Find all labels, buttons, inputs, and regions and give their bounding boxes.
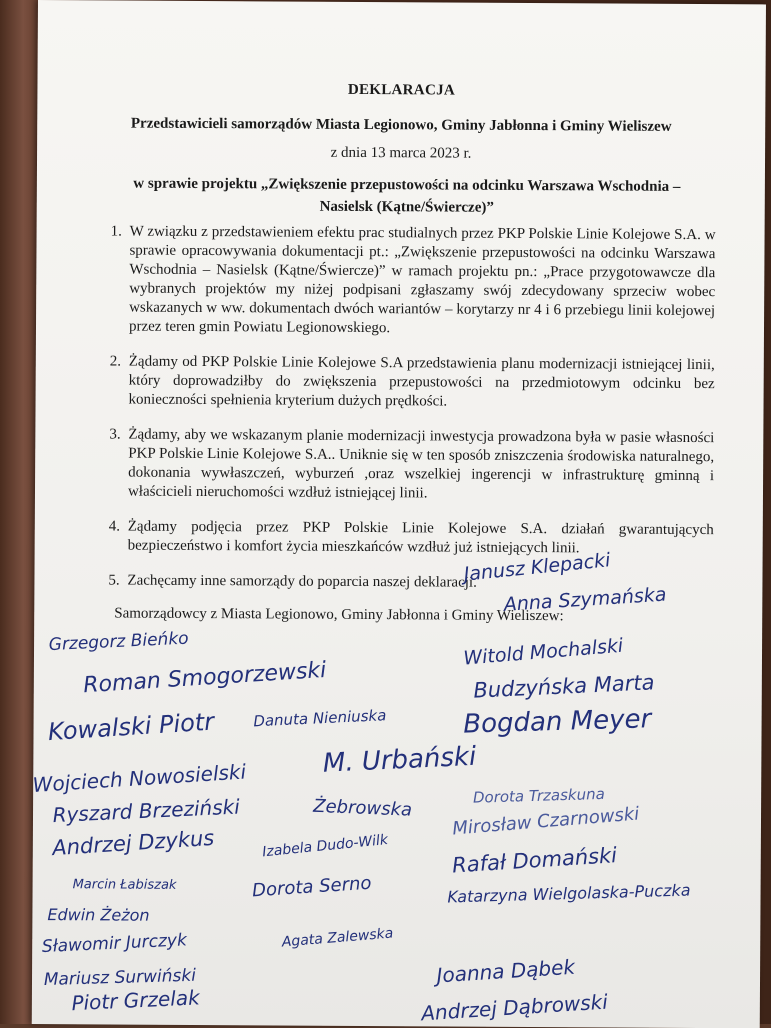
signature: Andrzej Dzykus xyxy=(51,825,215,861)
point-item: 5. Zachęcamy inne samorządy do poparcia naszej deklaracji. xyxy=(123,572,713,595)
signature: Marcin Łabiszak xyxy=(72,877,177,893)
document-subtitle: Przedstawicieli samorządów Miasta Legionowo, Gminy Jabłonna i Gminy Wieliszew xyxy=(130,115,672,135)
document-title: DEKLARACJA xyxy=(347,81,456,99)
signature: Sławomir Jurczyk xyxy=(41,930,188,958)
signature: Budzyńska Marta xyxy=(472,670,655,703)
signature: Danuta Nieniuska xyxy=(252,706,387,731)
signature: Ryszard Brzeziński xyxy=(52,794,241,828)
declaration-sheet xyxy=(32,0,766,1028)
signature: Rafał Domański xyxy=(451,843,618,878)
signature: Katarzyna Wielgolaska-Puczka xyxy=(447,880,691,907)
signature: M. Urbański xyxy=(322,741,477,779)
signers-intro: Samorządowcy z Miasta Legionowo, Gminy Jabłonna i Gminy Wieliszew: xyxy=(114,605,564,625)
signature: Witold Mochalski xyxy=(462,634,624,670)
signature: Dorota Serno xyxy=(251,872,373,902)
signature: Wojciech Nowosielski xyxy=(31,759,247,797)
point-item: 2. Żądamy od PKP Polskie Linie Kolejowe S.A przedstawienia planu modernizacji istniejącej linii, który doprowadziłby do zwiększenia przepustowości na przedmiotowym odcinku bez konieczności spełnienia kryterium dużych prędkości. xyxy=(124,353,714,414)
point-item: 1. W związku z przedstawieniem efektu prac studialnych przez PKP Polskie Linie Kolejowe S.A. w sprawie opracowywania dokumentacji pt.: „Zwiększenie przepustowości na odcinku Warszawa Wschodnia – Nasielsk (Kątne/Świercze)” w ramach projektu pn.: „Prace przygotowawcze dla wybranych projektów my niżej podpisani zgłaszamy swój zdecydowany sprzeciw wobec wskazanych w ww. dokumentach dwóch wariantów – korytarzy nr 4 i 6 przebiegu linii kolejowej przez teren gmin Powiatu Legionowskiego. xyxy=(125,223,716,341)
project-line: w sprawie projektu „Zwiększenie przepustowości na odcinku Warszawa Wschodnia – Nasielsk (Kątne/Świercze)” xyxy=(133,175,681,216)
signature: Bogdan Meyer xyxy=(462,704,652,740)
signature: Mariusz Surwiński xyxy=(43,965,197,991)
signature: Janusz Klepacki xyxy=(462,549,612,586)
signature: Żebrowska xyxy=(312,795,413,821)
signature: Mirosław Czarnowski xyxy=(451,803,641,840)
signature: Dorota Trzaskuna xyxy=(472,784,606,807)
signature: Agata Zalewska xyxy=(281,925,394,951)
signature: Andrzej Dąbrowski xyxy=(420,989,609,1026)
signature: Edwin Żeżon xyxy=(47,905,150,925)
signature: Grzegorz Bieńko xyxy=(48,628,190,656)
signature: Izabela Dudo-Wilk xyxy=(261,832,389,861)
point-item: 3. Żądamy, aby we wskazanym planie modernizacji inwestycja prowadzona była w pasie własności PKP Polskie Linie Kolejowe S.A.. Uniknie się w ten sposób zniszczenia środowiska naturalnego, dokonania wywłaszczeń, wyburzeń ,oraz wszelkiej ingerencji w infrastrukturę gminną i właścicieli nieruchomości wzdłuż istniejącej linii. xyxy=(124,426,714,506)
signature: Piotr Grzelak xyxy=(70,985,201,1016)
signature: Anna Szymańska xyxy=(503,583,668,616)
document-date: z dnia 13 marca 2023 r. xyxy=(330,144,472,162)
signature: Roman Smogorzewski xyxy=(82,657,327,699)
signature: Joanna Dąbek xyxy=(435,954,576,988)
signature: Kowalski Piotr xyxy=(47,707,215,747)
signatures-area xyxy=(32,0,766,1028)
point-item: 4. Żądamy podjęcia przez PKP Polskie Linie Kolejowe S.A. działań gwarantujących bezpieczeństwo i komfort życia mieszkańców wzdłuż już istniejących linii. xyxy=(124,518,714,560)
